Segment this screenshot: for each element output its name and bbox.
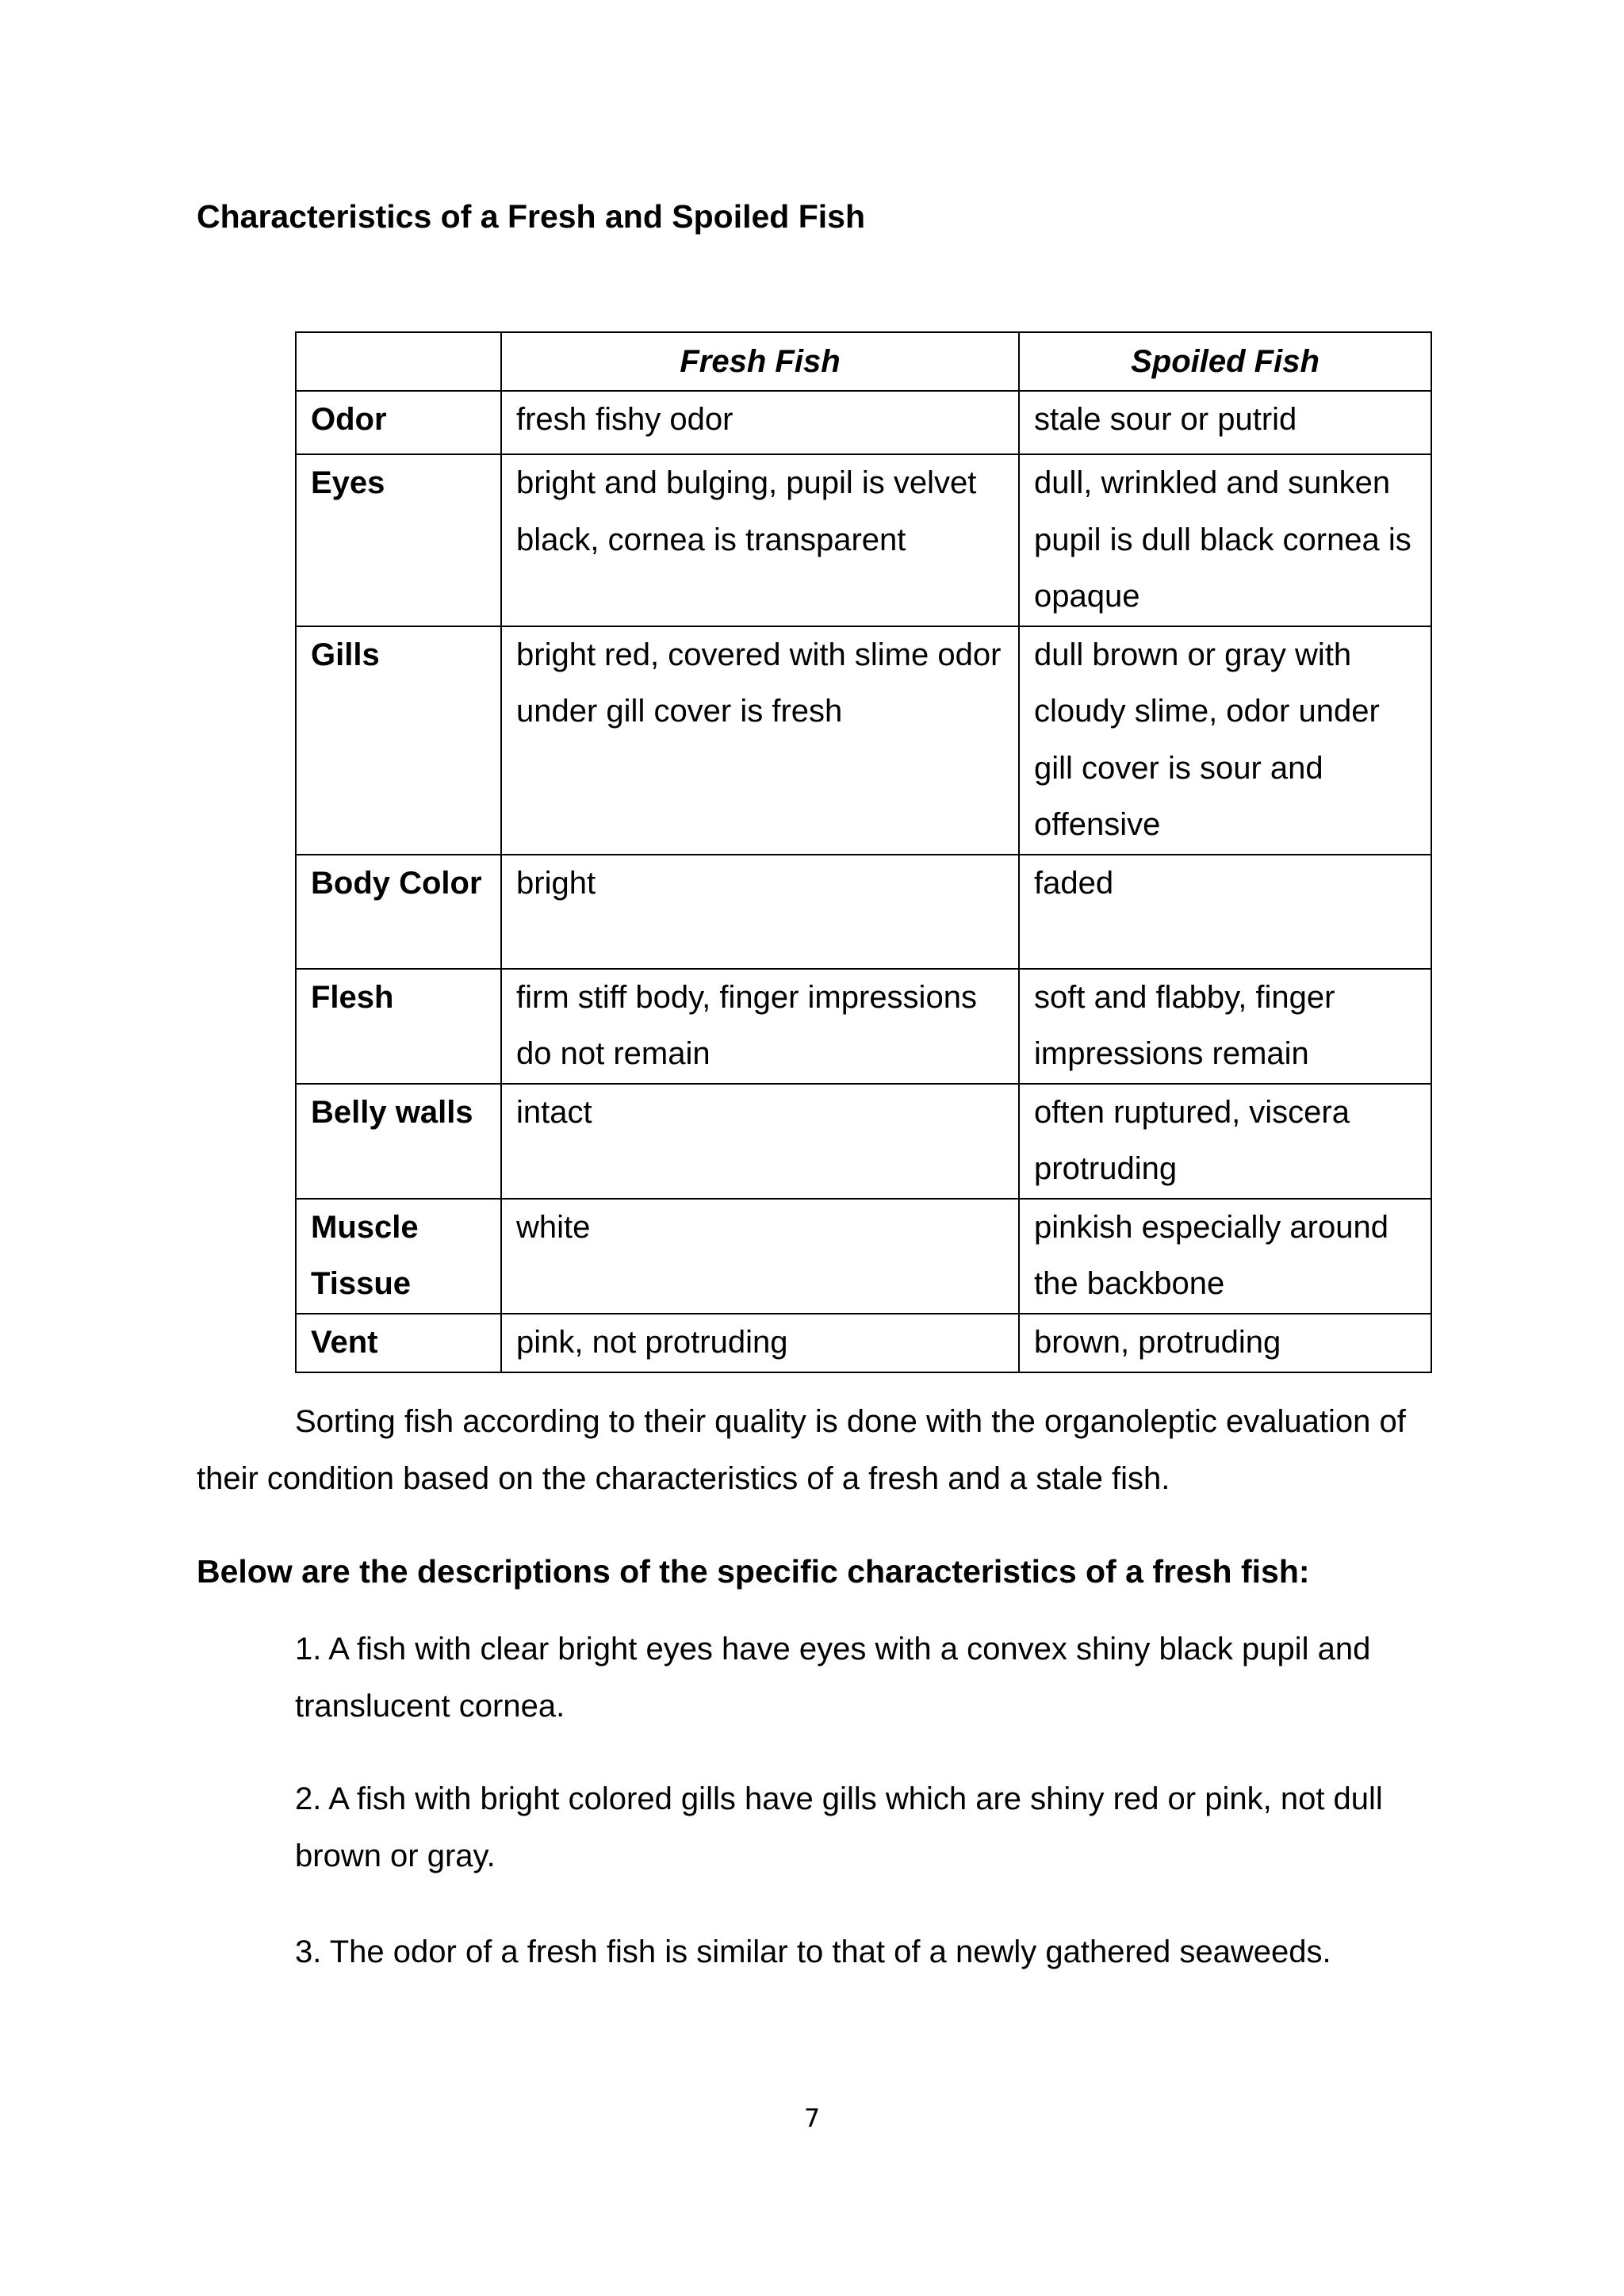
fresh-cell: bright — [501, 855, 1019, 969]
spoiled-cell: brown, protruding — [1019, 1314, 1431, 1372]
spoiled-cell: dull brown or gray with cloudy slime, odor under gill cover is sour and offensive — [1019, 626, 1431, 855]
section-subheading: Below are the descriptions of the specific characteristics of a fresh fish: — [197, 1553, 1310, 1590]
row-attribute-cell: Belly walls — [296, 1084, 501, 1199]
row-attribute-cell: Eyes — [296, 454, 501, 626]
spoiled-cell: soft and flabby, finger impressions remain — [1019, 969, 1431, 1084]
page-heading: Characteristics of a Fresh and Spoiled Fish — [197, 198, 866, 235]
table-row — [296, 626, 1431, 855]
row-attribute-cell: Odor — [296, 391, 501, 454]
list-item: 2. A fish with bright colored gills have gills which are shiny red or pink, not dull brown or gray. — [295, 1781, 1383, 1873]
table-row — [296, 1314, 1431, 1372]
fresh-cell: intact — [501, 1084, 1019, 1199]
fresh-cell: bright red, covered with slime odor under gill cover is fresh — [501, 626, 1019, 855]
row-attribute-cell: Flesh — [296, 969, 501, 1084]
spoiled-cell: stale sour or putrid — [1019, 391, 1431, 454]
row-attribute-cell: Muscle Tissue — [296, 1199, 501, 1314]
list-item: 3. The odor of a fresh fish is similar to that of a newly gathered seaweeds. — [295, 1934, 1331, 1969]
table-row — [296, 454, 1431, 626]
row-attribute-cell: Body Color — [296, 855, 501, 969]
spoiled-cell: dull, wrinkled and sunken pupil is dull black cornea is opaque — [1019, 454, 1431, 626]
fish-characteristics-table — [295, 331, 1432, 1373]
fresh-cell: bright and bulging, pupil is velvet black, cornea is transparent — [501, 454, 1019, 626]
fresh-cell: firm stiff body, finger impressions do not remain — [501, 969, 1019, 1084]
header-cell-attribute — [296, 332, 501, 391]
table-row — [296, 1084, 1431, 1199]
page-number: 7 — [803, 2103, 821, 2133]
table-row — [296, 855, 1431, 969]
table-header-row — [296, 332, 1431, 391]
header-cell-spoiled: Spoiled Fish — [1019, 332, 1431, 391]
spoiled-cell: faded — [1019, 855, 1431, 969]
fresh-cell: pink, not protruding — [501, 1314, 1019, 1372]
row-attribute-cell: Vent — [296, 1314, 501, 1372]
table-row — [296, 1199, 1431, 1314]
header-cell-fresh: Fresh Fish — [501, 332, 1019, 391]
spoiled-cell: often ruptured, viscera protruding — [1019, 1084, 1431, 1199]
spoiled-cell: pinkish especially around the backbone — [1019, 1199, 1431, 1314]
fresh-cell: white — [501, 1199, 1019, 1314]
table-row — [296, 969, 1431, 1084]
row-attribute-cell: Gills — [296, 626, 501, 855]
table-row — [296, 391, 1431, 454]
sorting-paragraph: Sorting fish according to their quality is done with the organoleptic evaluation of their condition based on the characteristics of a fresh and a stale fish. — [197, 1404, 1406, 1496]
fresh-cell: fresh fishy odor — [501, 391, 1019, 454]
list-item: 1. A fish with clear bright eyes have eyes with a convex shiny black pupil and translucent cornea. — [295, 1632, 1371, 1724]
